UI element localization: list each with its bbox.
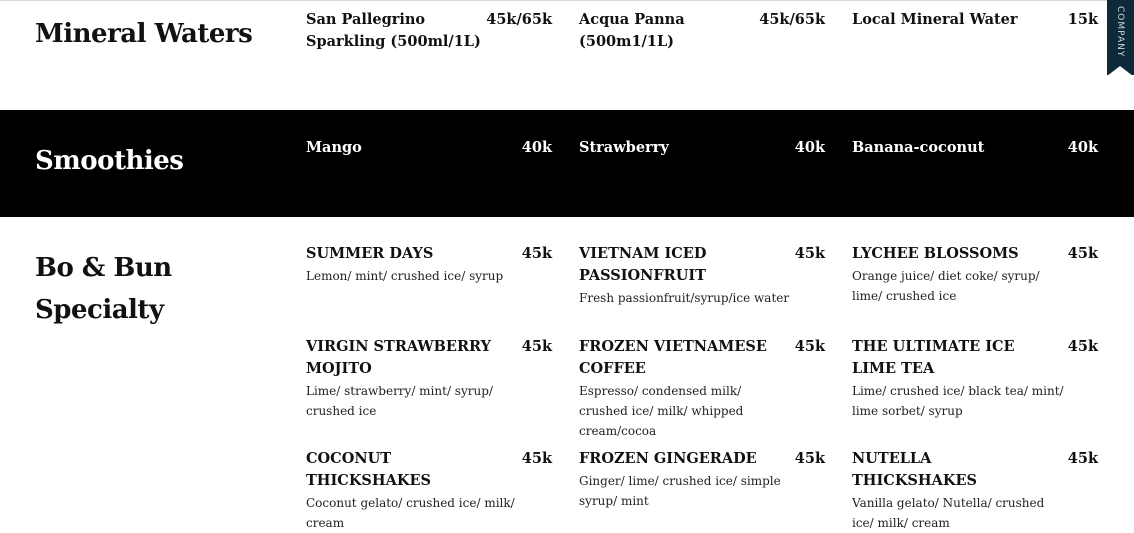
item-name: SUMMER DAYS bbox=[306, 245, 434, 262]
item-description: Vanilla gelato/ Nutella/ crushed ice/ milk/ cream bbox=[852, 496, 1045, 530]
menu-item bbox=[852, 448, 1098, 533]
menu-item bbox=[579, 448, 825, 511]
menu-item bbox=[579, 336, 825, 441]
item-price: 45k bbox=[794, 245, 825, 262]
menu-item bbox=[852, 137, 1098, 159]
section-title-smoothies: Smoothies bbox=[35, 146, 184, 176]
item-name: Banana-coconut bbox=[852, 139, 985, 156]
company-side-tab[interactable] bbox=[1107, 0, 1134, 75]
item-name: FROZEN VIETNAMESE COFFEE bbox=[579, 338, 767, 377]
item-price: 45k/65k bbox=[759, 11, 825, 28]
item-name: FROZEN GINGERADE bbox=[579, 450, 757, 467]
item-name: San Pallegrino Sparkling (500ml/1L) bbox=[306, 11, 481, 50]
item-description: Lime/ crushed ice/ black tea/ mint/ lime sorbet/ syrup bbox=[852, 384, 1064, 418]
item-description: Lime/ strawberry/ mint/ syrup/ crushed ice bbox=[306, 384, 493, 418]
item-price: 45k bbox=[521, 245, 552, 262]
item-price: 45k bbox=[1067, 338, 1098, 355]
item-name: VIRGIN STRAWBERRY MOJITO bbox=[306, 338, 491, 377]
item-description: Lemon/ mint/ crushed ice/ syrup bbox=[306, 269, 504, 283]
company-tab-label: COMPANY bbox=[1115, 6, 1125, 58]
item-price: 40k bbox=[1067, 139, 1098, 156]
item-price: 45k/65k bbox=[486, 11, 552, 28]
menu-item bbox=[306, 137, 552, 159]
menu-item bbox=[852, 336, 1098, 421]
item-price: 45k bbox=[794, 450, 825, 467]
item-description: Fresh passionfruit/syrup/ice water bbox=[579, 291, 790, 305]
item-price: 40k bbox=[794, 139, 825, 156]
item-description: Ginger/ lime/ crushed ice/ simple syrup/ mint bbox=[579, 474, 781, 508]
specialty-section bbox=[0, 217, 1134, 533]
item-description: Coconut gelato/ crushed ice/ milk/ cream bbox=[306, 496, 515, 530]
item-description: Espresso/ condensed milk/ crushed ice/ milk/ whipped cream/cocoa bbox=[579, 384, 744, 438]
item-name: NUTELLA THICKSHAKES bbox=[852, 450, 977, 489]
mineral-waters-section bbox=[0, 0, 1134, 110]
section-title-specialty: Bo & Bun Specialty bbox=[35, 253, 172, 325]
menu-item bbox=[852, 243, 1098, 306]
menu-item bbox=[306, 9, 552, 53]
smoothies-section bbox=[0, 110, 1134, 217]
item-name: Strawberry bbox=[579, 139, 669, 156]
item-name: Acqua Panna (500m1/1L) bbox=[579, 11, 685, 50]
menu-item bbox=[579, 9, 825, 53]
item-name: Mango bbox=[306, 139, 362, 156]
item-price: 45k bbox=[794, 338, 825, 355]
menu-item bbox=[579, 243, 825, 308]
menu-item bbox=[852, 9, 1098, 31]
item-name: COCONUT THICKSHAKES bbox=[306, 450, 431, 489]
item-price: 45k bbox=[1067, 450, 1098, 467]
item-price: 15k bbox=[1067, 11, 1098, 28]
section-title-mineral-waters: Mineral Waters bbox=[35, 19, 253, 49]
item-price: 45k bbox=[521, 338, 552, 355]
menu-item bbox=[306, 448, 552, 533]
menu-item bbox=[579, 137, 825, 159]
item-name: THE ULTIMATE ICE LIME TEA bbox=[852, 338, 1015, 377]
item-price: 45k bbox=[1067, 245, 1098, 262]
item-price: 45k bbox=[521, 450, 552, 467]
item-name: VIETNAM ICED PASSIONFRUIT bbox=[579, 245, 707, 284]
item-name: LYCHEE BLOSSOMS bbox=[852, 245, 1019, 262]
item-price: 40k bbox=[521, 139, 552, 156]
item-name: Local Mineral Water bbox=[852, 11, 1018, 28]
item-description: Orange juice/ diet coke/ syrup/ lime/ crushed ice bbox=[852, 269, 1040, 303]
menu-item bbox=[306, 243, 552, 286]
menu-item bbox=[306, 336, 552, 421]
